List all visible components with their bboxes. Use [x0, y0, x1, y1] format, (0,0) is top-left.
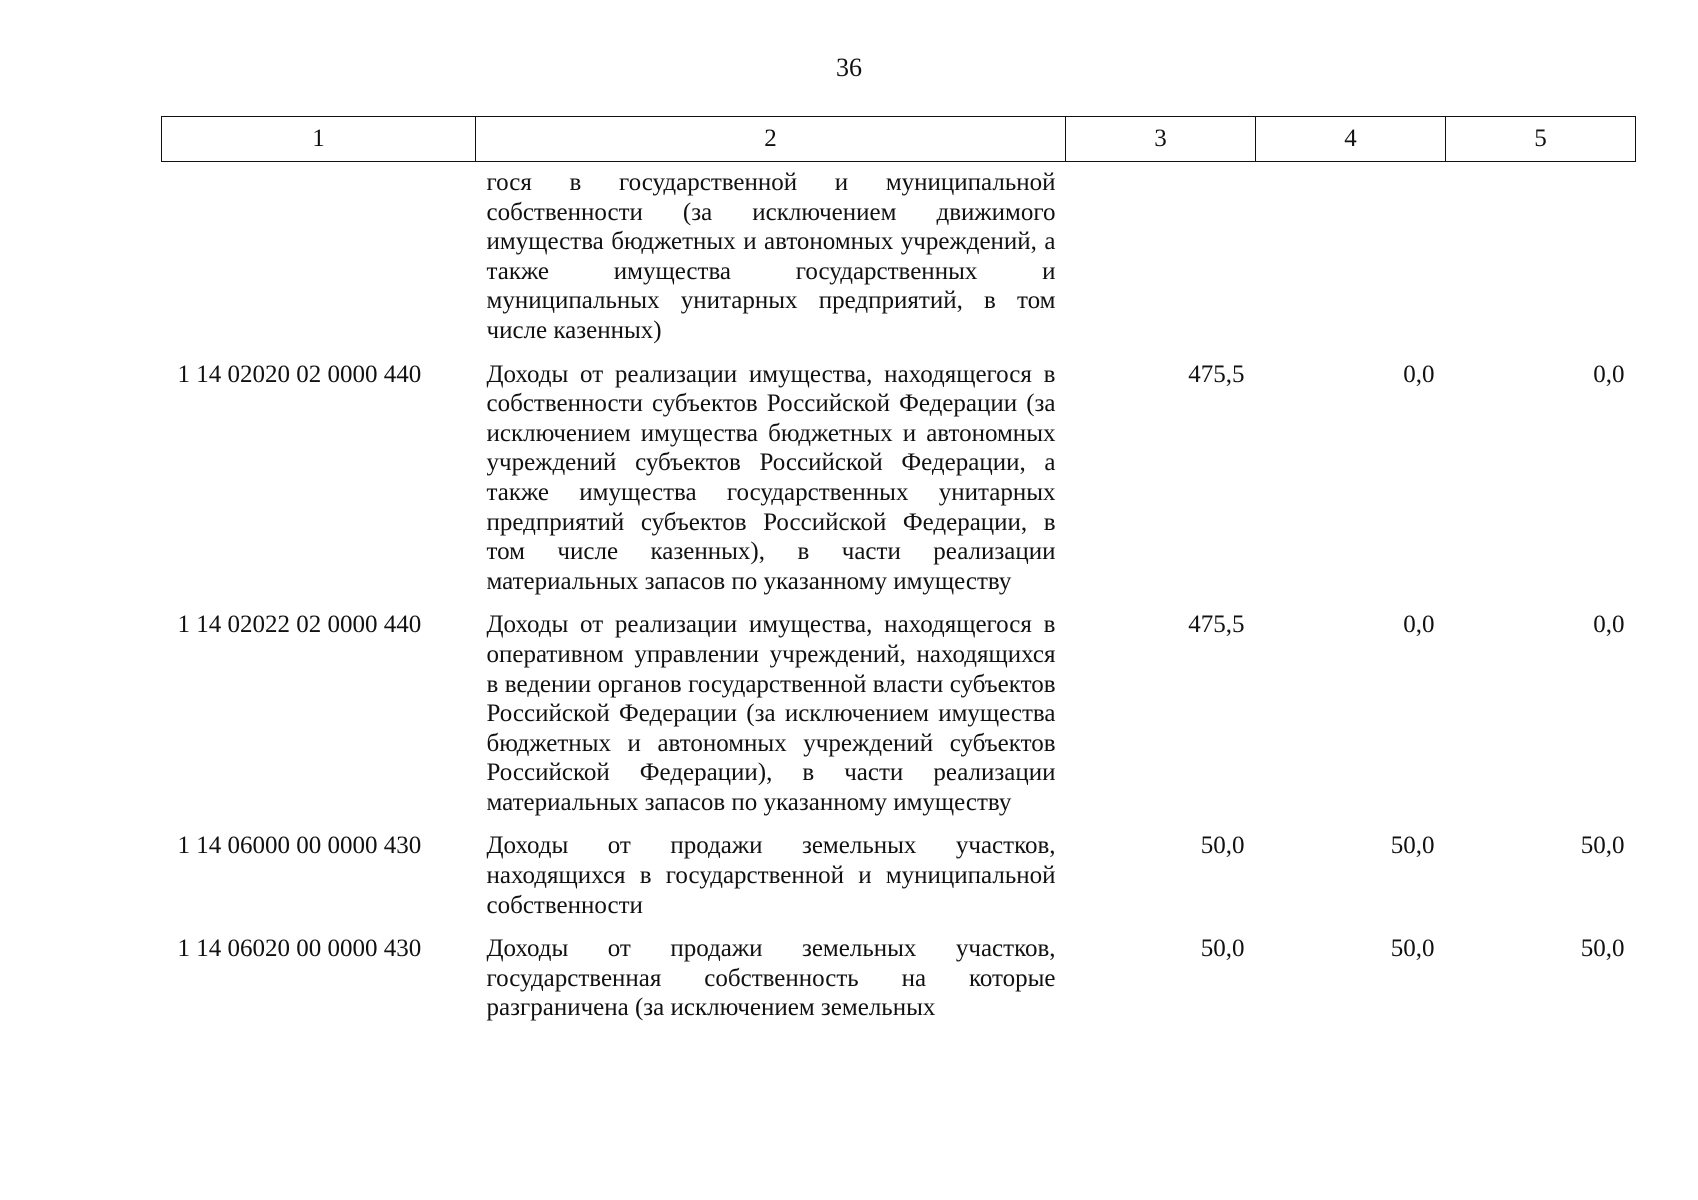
- row-value-col4: [1256, 162, 1446, 352]
- row-description: [476, 926, 1066, 1029]
- row-value-col5: 0,0: [1593, 611, 1625, 639]
- header-row: [162, 117, 1636, 162]
- row-description: [476, 823, 1066, 926]
- row-value-col3: 50,0: [1200, 832, 1245, 860]
- table-row: [162, 162, 1636, 352]
- row-value-col5: [1446, 162, 1636, 352]
- column-header-1: 1: [162, 117, 476, 162]
- table-body: [162, 162, 1636, 1030]
- row-description-text: Доходы от реализации имущества, находящегося в собственности субъектов Российской Федерации (за исключением имущества бюджетных и автономных учреждений субъектов Российской Федерации, а также имущества государственных унитарных предприятий субъектов Российской Федерации, в том числе казенных), в части реализации материальных запасов по указанному имуществу: [486, 360, 1056, 595]
- table-row: [162, 823, 1636, 926]
- page-number: 36: [836, 53, 862, 82]
- row-value-col5: 50,0: [1580, 832, 1625, 860]
- row-description-text: гося в государственной и муниципальной собственности (за исключением движимого имущества бюджетных и автономных учреждений, а также имущества государственных и муниципальных унитарных предприятий, в том числе казенных): [486, 169, 1056, 344]
- row-code: 1 14 06020 00 0000 430: [177, 935, 422, 963]
- row-value-col5: 0,0: [1593, 360, 1625, 388]
- row-value-col3: 50,0: [1200, 935, 1245, 963]
- row-description-text: Доходы от продажи земельных участков, находящихся в государственной и муниципальной собственности: [486, 832, 1056, 919]
- table-row: [162, 926, 1636, 1029]
- row-description-text: Доходы от реализации имущества, находящегося в оперативном управлении учреждений, находящихся в ведении органов государственной власти субъектов Российской Федерации (за исключением имущества бюджетных и автономных учреждений субъектов Российской Федерации), в части реализации материальных запасов по указанному имуществу: [486, 611, 1056, 816]
- row-value-col3: 475,5: [1188, 360, 1245, 388]
- table-row: [162, 602, 1636, 823]
- row-value-col3: [1066, 162, 1256, 352]
- row-description: [476, 352, 1066, 603]
- table-row: [162, 352, 1636, 603]
- row-value-col5: 50,0: [1580, 935, 1625, 963]
- row-value-col4: 50,0: [1390, 832, 1435, 860]
- row-description: [476, 162, 1066, 352]
- column-header-3: 3: [1066, 117, 1256, 162]
- row-value-col4: 0,0: [1403, 360, 1435, 388]
- revenue-table: [161, 116, 1636, 1029]
- row-code: 1 14 06000 00 0000 430: [177, 832, 422, 860]
- column-header-5: 5: [1446, 117, 1636, 162]
- row-code: 1 14 02022 02 0000 440: [177, 611, 422, 639]
- column-header-4: 4: [1256, 117, 1446, 162]
- table-header: [162, 117, 1636, 162]
- row-description-text: Доходы от продажи земельных участков, государственная собственность на которые разграничена (за исключением земельных: [486, 935, 1056, 1022]
- row-description: [476, 602, 1066, 823]
- column-header-2: 2: [476, 117, 1066, 162]
- row-value-col4: 0,0: [1403, 611, 1435, 639]
- row-code: 1 14 02020 02 0000 440: [177, 360, 422, 388]
- row-value-col3: 475,5: [1188, 611, 1245, 639]
- row-code: [162, 162, 476, 352]
- row-value-col4: 50,0: [1390, 935, 1435, 963]
